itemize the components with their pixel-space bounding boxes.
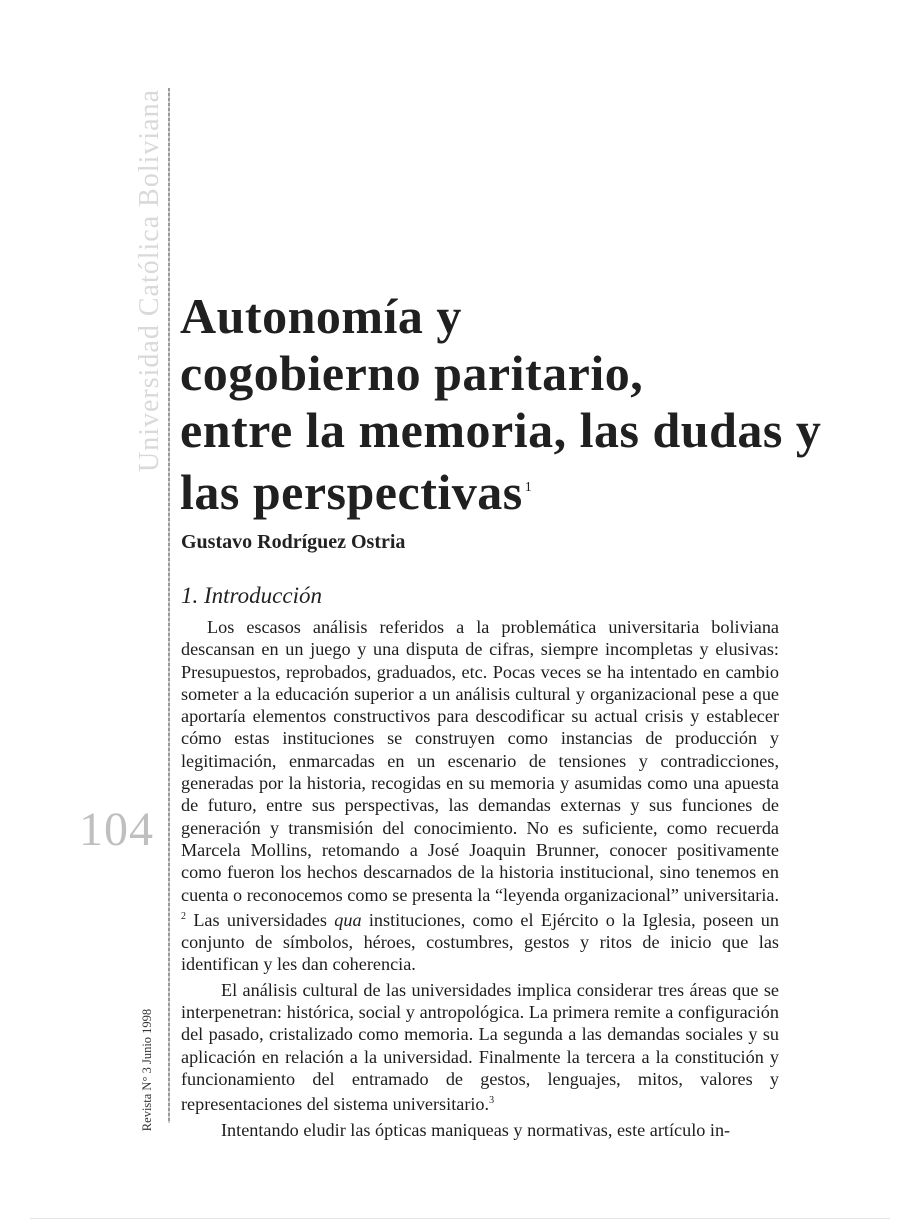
page-number: 104 bbox=[79, 803, 154, 856]
title-footnote-marker: 1 bbox=[524, 480, 533, 495]
page-bottom-rule bbox=[30, 1218, 890, 1219]
title-line-1: Autonomía y bbox=[180, 288, 462, 344]
title-line-3: entre la memoria, las dudas y bbox=[180, 402, 822, 458]
paragraph-3 bbox=[181, 1119, 779, 1141]
paragraph-1-part-a: Los escasos análisis referidos a la problemática universitaria boliviana descansan en un juego y una disputa de cifras, siempre incompletas y elusivas: Presupuestos, reprobados, graduados, etc. Pocas veces se ha intentado en cambio someter a la educación superior a un análisis cultural y organizacional pese a que aportaría elementos constructivos para descodificar su actual crisis y establecer cómo estas instituciones se construyen como instancias de producción y legitimación, enmarcadas en un escenario de tensiones y contradicciones, generadas por la historia, recogidas en su memoria y asumidas como una apuesta de futuro, entre sus perspectivas, las demandas externas y sus funciones de generación y transmisión del conocimiento. No es suficiente, como recuerda Marcela Mollins, retomando a José Joaquin Brunner, conocer positivamente como fueron los hechos descarnados de la historia institucional, sino tenemos en cuenta o reconocemos como se presenta la “leyenda organizacional” universitaria. bbox=[181, 617, 779, 905]
paragraph-1-part-c: instituciones, como el Ejército o la Iglesia, poseen un conjunto de símbolos, héroes, costumbres, gestos y ritos de inicio que las identifican y les dan coherencia. bbox=[181, 909, 779, 975]
article-body bbox=[181, 616, 779, 1141]
latin-term-qua: qua bbox=[334, 909, 362, 930]
footnote-marker-2: 2 bbox=[181, 910, 186, 922]
paragraph-2-text: El análisis cultural de las universidades implica considerar tres áreas que se interpenetran: histórica, social y antropológica. La primera remite a configuración del pasado, cristalizado como memoria. La segunda a las demandas sociales y su aplicación en relación a la universidad. Finalmente la tercera a la constitución y funcionamiento del entramado de gestos, lenguajes, mitos, valores y representaciones del sistema universitario. bbox=[181, 979, 779, 1115]
sidebar-dotted-rule bbox=[168, 88, 170, 1123]
paragraph-3-text: Intentando eludir las ópticas maniqueas y normativas, este artículo in- bbox=[221, 1119, 731, 1140]
title-line-4: las perspectivas bbox=[180, 464, 523, 520]
sidebar-journal-issue: Revista N° 3 Junio 1998 bbox=[140, 1008, 154, 1132]
author-name: Gustavo Rodríguez Ostria bbox=[181, 531, 406, 553]
paragraph-1 bbox=[181, 616, 779, 976]
footnote-marker-3: 3 bbox=[489, 1095, 495, 1107]
paragraph-2 bbox=[181, 979, 779, 1116]
article-title bbox=[180, 288, 821, 521]
sidebar-university-name: Universidad Católica Boliviana bbox=[134, 88, 165, 472]
section-heading: 1. Introducción bbox=[181, 583, 322, 608]
title-line-2: cogobierno paritario, bbox=[180, 345, 644, 401]
paragraph-1-part-b: Las universidades bbox=[186, 909, 335, 930]
